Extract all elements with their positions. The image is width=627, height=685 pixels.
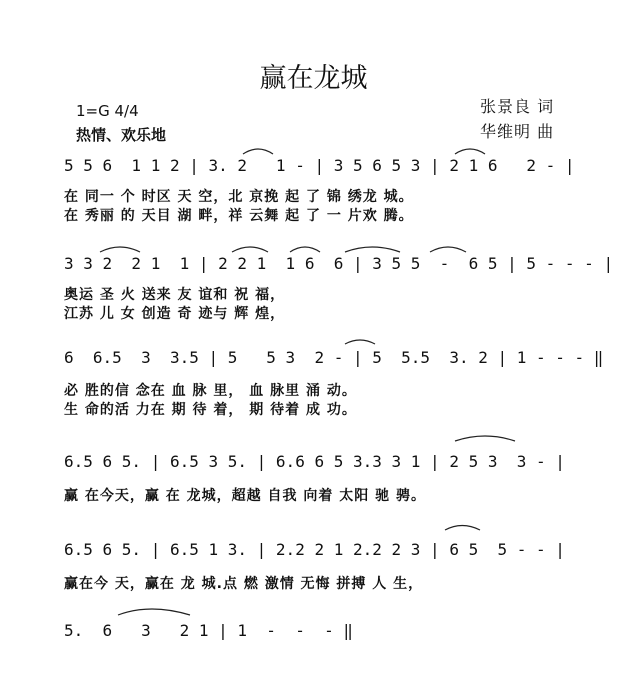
slur-mark: [445, 526, 480, 531]
key-signature: 1=G 4/4: [76, 102, 139, 120]
composer-credit: 华维明 曲: [480, 122, 555, 141]
score-system-1-lyric-1: 在 同一 个 时区 天 空，北 京挽 起 了 锦 绣龙 城。: [64, 189, 414, 205]
slur-mark: [345, 340, 375, 344]
score-system-1-lyric-2: 在 秀丽 的 天目 湖 畔，祥 云舞 起 了 一 片欢 腾。: [64, 208, 414, 224]
slur-mark: [455, 436, 515, 441]
score-system-4-lyric-1: 赢 在今天，赢 在 龙城，超越 自我 向着 太阳 驰 骋。: [64, 488, 426, 504]
slur-mark: [430, 247, 466, 252]
score-system-1-notes: 5 5 6 1 1 2 | 3. 2 1 - | 3 5 6 5 3 | 2 1 6 2 - |: [64, 156, 575, 175]
score-system-3-lyric-2: 生 命的活 力在 期 待 着， 期 待着 成 功。: [64, 402, 357, 418]
score-system-3-lyric-1: 必 胜的信 念在 血 脉 里， 血 脉里 涌 动。: [64, 383, 357, 399]
slur-mark: [290, 247, 320, 252]
score-system-5-lyric-1: 赢在今 天，赢在 龙 城.点 燃 激情 无悔 拼搏 人 生，: [64, 576, 424, 592]
slur-mark: [455, 149, 485, 154]
slur-mark: [100, 247, 140, 252]
slur-mark: [345, 247, 400, 252]
score-system-5-notes: 6.5 6 5. | 6.5 1 3. | 2.2 2 1 2.2 2 3 | 6 5 5 - - |: [64, 540, 565, 559]
score-system-4-notes: 6.5 6 5. | 6.5 3 5. | 6.6 6 5 3.3 3 1 | 2 5 3 3 - |: [64, 452, 565, 471]
score-system-2-lyric-1: 奥运 圣 火 送来 友 谊和 祝 福，: [64, 287, 286, 303]
score-system-2-lyric-2: 江苏 儿 女 创造 奇 迹与 辉 煌，: [64, 306, 286, 322]
expression-marking: 热情、欢乐地: [76, 126, 167, 144]
score-system-2-notes: 3 3 2 2 1 1 | 2 2 1 1 6 6 | 3 5 5 - 6 5 | 5 - - - |: [64, 254, 614, 273]
slur-mark: [118, 609, 190, 615]
slur-mark: [232, 247, 268, 252]
score-system-3-notes: 6 6.5 3 3.5 | 5 5 3 2 - | 5 5.5 3. 2 | 1 - - - ‖: [64, 348, 604, 367]
score-system-6-notes: 5. 6 3 2 1 | 1 - - - ‖: [64, 621, 353, 640]
lyricist-credit: 张景良 词: [480, 97, 555, 116]
song-title: 赢在龙城: [259, 63, 368, 94]
slur-mark: [243, 149, 273, 154]
